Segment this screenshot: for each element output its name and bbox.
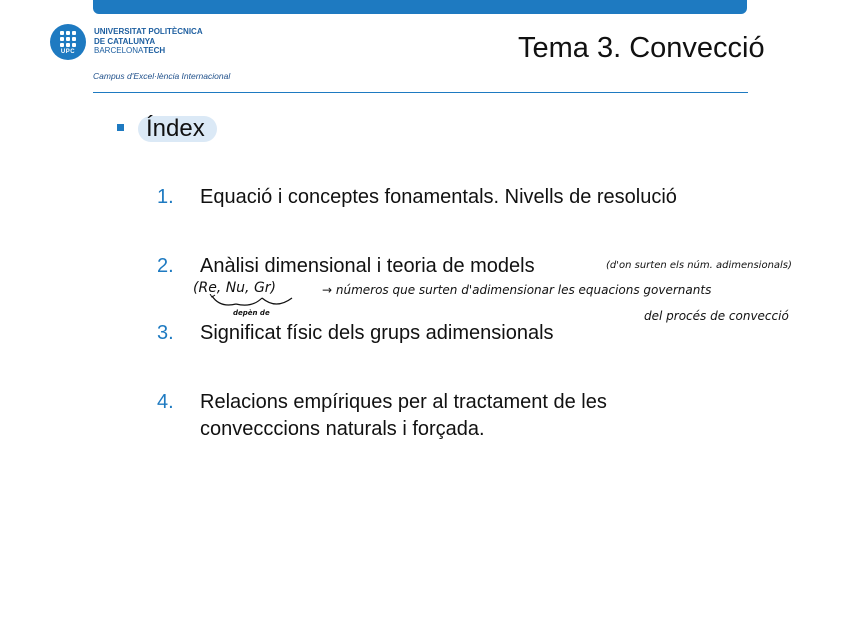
- item-number: 1.: [157, 186, 174, 208]
- university-line-2: DE CATALUNYA: [94, 36, 156, 46]
- handwritten-arrow-note: → números que surten d'adimensionar les equacions governants: [322, 283, 712, 297]
- logo-badge-text: UPC: [60, 49, 76, 55]
- university-name: [94, 27, 274, 56]
- handwritten-groups: (Re, Nu, Gr): [193, 280, 277, 296]
- item-text: Anàlisi dimensional i teoria de models: [200, 255, 535, 277]
- item-number: 4.: [157, 391, 174, 413]
- handwritten-depends: depèn de: [233, 309, 270, 317]
- slide-title: Tema 3. Convecció: [518, 32, 765, 64]
- section-heading: Índex: [138, 116, 217, 142]
- item-text: Significat físic dels grups adimensionals: [200, 322, 554, 344]
- handwritten-second-line: del procés de convecció: [644, 309, 789, 323]
- university-line-3b: TECH: [143, 46, 166, 55]
- item-number: 2.: [157, 255, 174, 277]
- item-number: 3.: [157, 322, 174, 344]
- top-header-bar: [93, 0, 747, 14]
- university-line-1: UNIVERSITAT POLITÈCNICA: [94, 27, 203, 36]
- handwritten-note-right: (d'on surten els núm. adimensionals): [606, 260, 792, 271]
- header-divider: [93, 92, 748, 93]
- item-text: Equació i conceptes fonamentals. Nivells de resolució: [200, 186, 677, 208]
- bullet-square-icon: [117, 124, 124, 131]
- university-line-3a: BARCELONA: [94, 46, 144, 55]
- upc-logo-mark-icon: [50, 24, 86, 60]
- campus-tagline: Campus d'Excel·lència Internacional: [93, 71, 231, 81]
- item-text: Relacions empíriques per al tractament de les convecccions naturals i forçada.: [200, 391, 607, 440]
